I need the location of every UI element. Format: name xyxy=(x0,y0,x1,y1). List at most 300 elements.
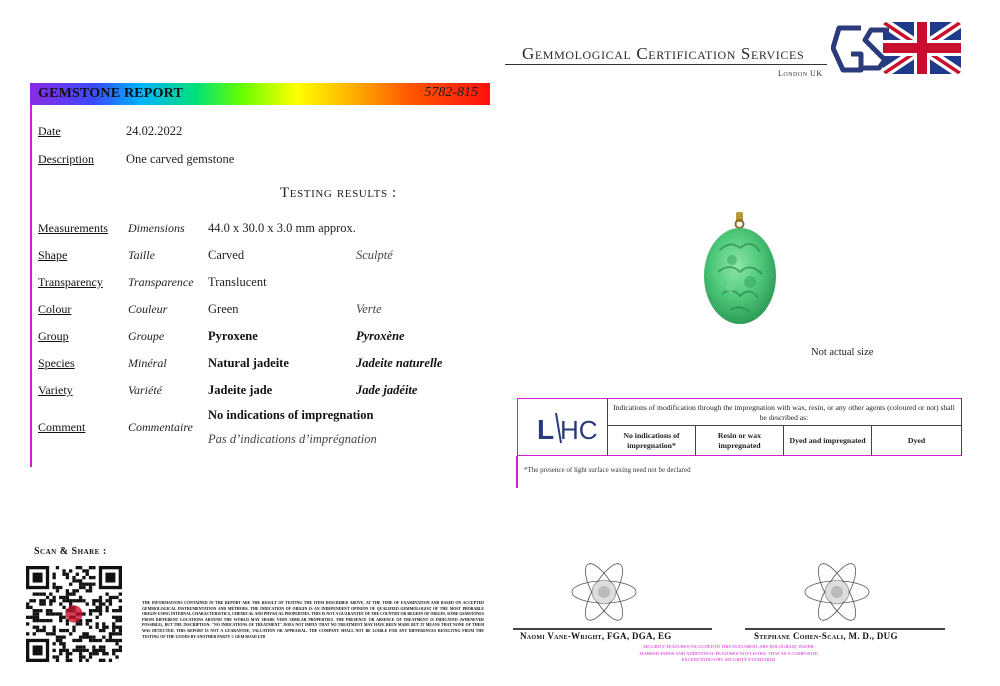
qr-module xyxy=(89,626,92,629)
qr-module xyxy=(102,659,105,662)
qr-module xyxy=(99,639,102,642)
qr-module xyxy=(62,606,65,609)
org-name: Gemmological Certification Services xyxy=(522,44,805,63)
qr-module xyxy=(49,612,52,615)
qr-module xyxy=(102,652,105,655)
modification-header: Indications of modification through the impregnation with wax, resin, or any other agents (coloured or not) shall be described as: xyxy=(613,403,955,422)
qr-module xyxy=(49,599,52,602)
qr-module xyxy=(39,629,42,632)
qr-finder xyxy=(105,573,115,583)
qr-module xyxy=(112,629,115,632)
qr-module xyxy=(82,649,85,652)
qr-module xyxy=(33,619,36,622)
qr-module xyxy=(92,636,95,639)
qr-module xyxy=(52,642,55,645)
qr-module xyxy=(96,652,99,655)
qr-module xyxy=(43,602,46,605)
security-note: SECURITY FEATURES INCLUDED IN THIS DOCUMENT ARE HOLOGRAM, WATER-MARKED PAPER AND ADDITIONAL FEATURES NOT LISTED, THAT AS A COMPOSITE, EXCEED INDUSTRY SECURITY STANDARDS. xyxy=(639,644,819,663)
qr-module xyxy=(112,626,115,629)
qr-module xyxy=(96,616,99,619)
gem-pendant-image xyxy=(700,210,780,328)
qr-module xyxy=(66,655,69,658)
qr-module xyxy=(36,609,39,612)
qr-module xyxy=(56,586,59,589)
qr-module xyxy=(76,579,79,582)
qr-module xyxy=(119,606,122,609)
qr-module xyxy=(79,586,82,589)
row-value: Green xyxy=(208,302,239,316)
qr-module xyxy=(62,636,65,639)
qr-module xyxy=(62,629,65,632)
qr-module xyxy=(92,652,95,655)
qr-module xyxy=(59,649,62,652)
qr-module xyxy=(33,612,36,615)
qr-module xyxy=(69,583,72,586)
qr-module xyxy=(66,596,69,599)
qr-module xyxy=(66,622,69,625)
qr-module xyxy=(96,599,99,602)
qr-module xyxy=(105,639,108,642)
comment-fr-label: Commentaire xyxy=(128,420,193,434)
mod-cell-dyed: Dyed xyxy=(871,425,961,456)
qr-module xyxy=(79,636,82,639)
qr-module xyxy=(89,612,92,615)
row-fr-label: Couleur xyxy=(128,302,168,316)
qr-module xyxy=(36,616,39,619)
qr-module xyxy=(56,659,59,662)
qr-module xyxy=(79,639,82,642)
qr-module xyxy=(115,626,118,629)
qr-module xyxy=(115,632,118,635)
qr-module xyxy=(105,626,108,629)
qr-module xyxy=(119,609,122,612)
svg-text:HC: HC xyxy=(560,415,598,445)
mod-cell-resin: Resin or wax impregnated xyxy=(695,425,783,456)
qr-module xyxy=(76,639,79,642)
qr-module xyxy=(89,583,92,586)
qr-module xyxy=(39,619,42,622)
qr-module xyxy=(69,632,72,635)
qr-module xyxy=(79,652,82,655)
qr-module xyxy=(46,619,49,622)
qr-module xyxy=(115,655,118,658)
qr-module xyxy=(105,609,108,612)
qr-module xyxy=(56,655,59,658)
qr-module xyxy=(52,573,55,576)
qr-module xyxy=(79,599,82,602)
row-value: Natural jadeite xyxy=(208,356,289,370)
qr-module xyxy=(29,616,32,619)
qr-module xyxy=(52,586,55,589)
qr-module xyxy=(119,599,122,602)
row-label: Species xyxy=(38,356,75,370)
qr-module xyxy=(59,602,62,605)
qr-module xyxy=(112,596,115,599)
qr-module xyxy=(66,652,69,655)
qr-module xyxy=(99,612,102,615)
qr-module xyxy=(69,652,72,655)
qr-module xyxy=(62,599,65,602)
qr-module xyxy=(89,589,92,592)
row-fr-label: Minéral xyxy=(128,356,167,370)
qr-module xyxy=(89,639,92,642)
qr-finder xyxy=(33,573,43,583)
qr-module xyxy=(72,589,75,592)
qr-module xyxy=(109,636,112,639)
qr-module xyxy=(72,626,75,629)
qr-module xyxy=(99,649,102,652)
qr-module xyxy=(86,636,89,639)
row-fr-label: Groupe xyxy=(128,329,165,343)
qr-module xyxy=(119,619,122,622)
row-label: Shape xyxy=(38,248,68,262)
qr-module xyxy=(115,609,118,612)
qr-module xyxy=(92,645,95,648)
qr-module xyxy=(52,626,55,629)
lhc-logo xyxy=(523,405,603,451)
qr-module xyxy=(109,639,112,642)
qr-module xyxy=(43,626,46,629)
qr-module xyxy=(59,586,62,589)
qr-finder xyxy=(33,645,43,655)
qr-module xyxy=(59,636,62,639)
row-value: 44.0 x 30.0 x 3.0 mm approx. xyxy=(208,221,356,235)
qr-module xyxy=(36,629,39,632)
qr-module xyxy=(56,639,59,642)
qr-module xyxy=(56,636,59,639)
qr-module xyxy=(52,576,55,579)
qr-module xyxy=(79,579,82,582)
union-flag-icon xyxy=(883,22,961,74)
row-label: Group xyxy=(38,329,69,343)
qr-module xyxy=(76,573,79,576)
qr-module xyxy=(72,629,75,632)
svg-text:L: L xyxy=(537,414,555,445)
qr-module xyxy=(92,602,95,605)
report-title: GEMSTONE REPORT xyxy=(38,86,183,101)
qr-module xyxy=(109,659,112,662)
qr-module xyxy=(99,629,102,632)
qr-module xyxy=(59,619,62,622)
qr-module xyxy=(72,579,75,582)
row-value: Translucent xyxy=(208,275,267,289)
qr-module xyxy=(62,616,65,619)
qr-module xyxy=(99,599,102,602)
qr-module xyxy=(82,636,85,639)
qr-module xyxy=(49,619,52,622)
qr-module xyxy=(49,609,52,612)
qr-module xyxy=(89,652,92,655)
qr-module xyxy=(92,566,95,569)
qr-module xyxy=(59,642,62,645)
qr-module xyxy=(86,619,89,622)
mod-cell-dyed-impregnated: Dyed and impregnated xyxy=(783,425,871,456)
qr-module xyxy=(49,602,52,605)
qr-module xyxy=(105,652,108,655)
qr-module xyxy=(66,573,69,576)
qr-module xyxy=(49,632,52,635)
qr-module xyxy=(59,639,62,642)
qr-module xyxy=(89,586,92,589)
qr-module xyxy=(33,592,36,595)
qr-module xyxy=(119,592,122,595)
qr-module xyxy=(112,622,115,625)
qr-module xyxy=(56,566,59,569)
qr-module xyxy=(119,626,122,629)
atom-seal-icon xyxy=(569,557,639,627)
qr-module xyxy=(119,616,122,619)
row-label: Transparency xyxy=(38,275,103,289)
qr-module xyxy=(89,576,92,579)
date-value: 24.02.2022 xyxy=(126,124,183,138)
qr-module xyxy=(62,596,65,599)
qr-module xyxy=(59,596,62,599)
comment-fr-value: Pas d’indications d’imprégnation xyxy=(208,432,377,446)
qr-module xyxy=(82,599,85,602)
qr-module xyxy=(112,639,115,642)
gcs-logo xyxy=(831,20,963,76)
qr-module xyxy=(56,589,59,592)
qr-module xyxy=(92,649,95,652)
qr-module xyxy=(33,626,36,629)
qr-module xyxy=(76,566,79,569)
qr-module xyxy=(62,573,65,576)
qr-module xyxy=(119,639,122,642)
org-location: London UK xyxy=(778,69,823,78)
qr-module xyxy=(82,576,85,579)
qr-code[interactable] xyxy=(26,566,122,662)
qr-module xyxy=(86,622,89,625)
row-fr-value: Jade jadéite xyxy=(356,383,418,397)
qr-module xyxy=(29,599,32,602)
qr-module xyxy=(119,632,122,635)
comment-value: No indications of impregnation xyxy=(208,408,374,422)
row-fr-label: Dimensions xyxy=(128,221,185,235)
row-value: Carved xyxy=(208,248,245,262)
qr-module xyxy=(96,649,99,652)
qr-module xyxy=(102,645,105,648)
row-fr-value: Verte xyxy=(356,302,382,316)
qr-module xyxy=(66,592,69,595)
modification-footnote: *The presence of light surface waxing need not be declared xyxy=(524,466,691,474)
qr-module xyxy=(36,626,39,629)
qr-module xyxy=(72,599,75,602)
qr-module xyxy=(76,649,79,652)
qr-module xyxy=(112,652,115,655)
qr-module xyxy=(96,606,99,609)
qr-module xyxy=(46,609,49,612)
qr-module xyxy=(59,629,62,632)
qr-module xyxy=(66,659,69,662)
qr-module xyxy=(105,606,108,609)
qr-module xyxy=(102,626,105,629)
mid-accent-line xyxy=(516,456,518,488)
qr-module xyxy=(112,609,115,612)
qr-module xyxy=(52,583,55,586)
qr-module xyxy=(62,642,65,645)
qr-module xyxy=(33,599,36,602)
qr-module xyxy=(46,632,49,635)
qr-module xyxy=(49,592,52,595)
report-band xyxy=(30,83,490,105)
qr-module xyxy=(92,576,95,579)
qr-module xyxy=(59,612,62,615)
qr-module xyxy=(112,649,115,652)
qr-module xyxy=(96,622,99,625)
qr-module xyxy=(36,592,39,595)
qr-module xyxy=(119,645,122,648)
qr-module xyxy=(62,649,65,652)
qr-module xyxy=(39,592,42,595)
qr-module xyxy=(66,576,69,579)
qr-module xyxy=(82,583,85,586)
qr-module xyxy=(52,612,55,615)
qr-module xyxy=(43,619,46,622)
qr-module xyxy=(89,609,92,612)
row-label: Measurements xyxy=(38,221,108,235)
qr-module xyxy=(99,645,102,648)
qr-module xyxy=(59,652,62,655)
qr-module xyxy=(96,609,99,612)
atom-seal-icon xyxy=(802,557,872,627)
qr-module xyxy=(72,639,75,642)
qr-module xyxy=(76,622,79,625)
qr-module xyxy=(33,616,36,619)
qr-module xyxy=(36,619,39,622)
qr-module xyxy=(89,636,92,639)
qr-module xyxy=(33,609,36,612)
row-value: Jadeite jade xyxy=(208,383,273,397)
qr-module xyxy=(115,639,118,642)
qr-module xyxy=(109,599,112,602)
qr-module xyxy=(26,616,29,619)
qr-module xyxy=(72,576,75,579)
scan-share-label: Scan & Share : xyxy=(34,546,107,557)
qr-module xyxy=(115,619,118,622)
qr-module xyxy=(62,569,65,572)
qr-module xyxy=(89,655,92,658)
qr-module xyxy=(82,586,85,589)
qr-module xyxy=(109,602,112,605)
legal-disclaimer: THE INFORMATIONS CONTAINED IN THE REPORT ARE THE RESULT OF TESTING THE ITEM DESCRIBED ABOVE, AT THE TIME OF EXAMINATION AND BASED ON ACCEPTED GEMMOLOGICAL INSTRUMENTATION AND METHODS. THE INDICATION OF ORIGIN IS AN INDEPENDENT OPINION OF QUALIFIED GEMMOLOGIST OF THE MOST PROBABLE ORIGIN USING INTERNAL CHARACTERISTICS, CHEMICAL AND PHYSICAL PROPERTIES. THIS IS NOT A GUARANTEE OF THE COUNTRY OR REGION OF ORIGIN. SOME GEMSTONES FROM DIFFERENT LOCATIONS AROUND THE WORLD MAY SHARE VERY SIMILAR PROPERTIES. THE PRESENCE OR ABSENCE OF TREATMENT IS INDICATED (WHENEVER POSSIBLE), BUT THE INSCRIPTION: "NO INDICATIONS OF TREATMENT" DOES NOT IMPLY THAT NO TREATMENT MAY HAVE BEEN MADE BUT IT MEANS THAT NONE OF THEM WAS DETECTED. THIS REPORT IS NOT A GUARANTEE, VALUATION OR APPRAISAL. THE COMPANY SHALL NOT BE LIABLE FOR ANY DIFFERENCES RESULTING FROM THE TESTING OF THE GOODS BY ANOTHER PARTY © GEM ROAD LTD xyxy=(142,601,484,639)
qr-module xyxy=(39,609,42,612)
qr-module xyxy=(66,629,69,632)
qr-module xyxy=(52,632,55,635)
qr-module xyxy=(119,649,122,652)
row-fr-label: Transparence xyxy=(128,275,194,289)
qr-module xyxy=(52,629,55,632)
signature-line xyxy=(513,628,712,630)
qr-module xyxy=(33,632,36,635)
qr-module xyxy=(66,589,69,592)
description-label: Description xyxy=(38,152,94,166)
qr-module xyxy=(86,583,89,586)
signer-1-name: Naomi Vane-Wright, FGA, DGA, EG xyxy=(520,631,672,641)
qr-module xyxy=(115,616,118,619)
row-fr-label: Taille xyxy=(128,248,155,262)
qr-module xyxy=(62,645,65,648)
qr-module xyxy=(82,632,85,635)
qr-module xyxy=(109,632,112,635)
qr-module xyxy=(43,592,46,595)
qr-module xyxy=(76,599,79,602)
qr-module xyxy=(92,639,95,642)
qr-module xyxy=(86,602,89,605)
qr-module xyxy=(79,645,82,648)
qr-module xyxy=(76,645,79,648)
qr-module xyxy=(92,583,95,586)
qr-module xyxy=(99,659,102,662)
qr-module xyxy=(102,602,105,605)
qr-module xyxy=(102,622,105,625)
qr-module xyxy=(69,592,72,595)
qr-module xyxy=(79,596,82,599)
qr-module xyxy=(39,599,42,602)
qr-module xyxy=(99,596,102,599)
signer-2-name: Stephane Cohen-Scali, M. D., DUG xyxy=(754,631,898,641)
qr-module xyxy=(69,602,72,605)
qr-module xyxy=(29,606,32,609)
qr-module xyxy=(43,599,46,602)
qr-module xyxy=(72,649,75,652)
qr-module xyxy=(86,632,89,635)
qr-module xyxy=(92,599,95,602)
qr-module xyxy=(26,602,29,605)
comment-label: Comment xyxy=(38,420,86,434)
org-divider xyxy=(505,64,827,65)
qr-module xyxy=(89,619,92,622)
qr-module xyxy=(86,589,89,592)
qr-module xyxy=(52,649,55,652)
qr-module xyxy=(56,612,59,615)
description-value: One carved gemstone xyxy=(126,152,235,166)
date-label: Date xyxy=(38,124,61,138)
qr-module xyxy=(69,599,72,602)
qr-module xyxy=(82,612,85,615)
qr-module xyxy=(26,606,29,609)
qr-module xyxy=(46,612,49,615)
qr-module xyxy=(96,639,99,642)
qr-module xyxy=(105,599,108,602)
qr-module xyxy=(99,609,102,612)
qr-module xyxy=(66,599,69,602)
row-value: Pyroxene xyxy=(208,329,258,343)
qr-module xyxy=(79,649,82,652)
qr-module xyxy=(59,616,62,619)
qr-module xyxy=(99,606,102,609)
qr-module xyxy=(26,632,29,635)
qr-module xyxy=(43,629,46,632)
qr-module xyxy=(112,632,115,635)
row-label: Colour xyxy=(38,302,72,316)
not-actual-size-note: Not actual size xyxy=(811,347,874,358)
qr-center-logo xyxy=(65,605,82,622)
qr-module xyxy=(66,649,69,652)
qr-module xyxy=(79,622,82,625)
row-fr-value: Sculpté xyxy=(356,248,393,262)
qr-module xyxy=(86,649,89,652)
qr-module xyxy=(79,659,82,662)
qr-module xyxy=(72,592,75,595)
qr-module xyxy=(46,596,49,599)
row-label: Variety xyxy=(38,383,73,397)
row-fr-label: Variété xyxy=(128,383,162,397)
qr-module xyxy=(119,629,122,632)
qr-module xyxy=(82,569,85,572)
qr-module xyxy=(99,602,102,605)
qr-module xyxy=(69,569,72,572)
testing-results-title: Testing results : xyxy=(280,185,397,201)
